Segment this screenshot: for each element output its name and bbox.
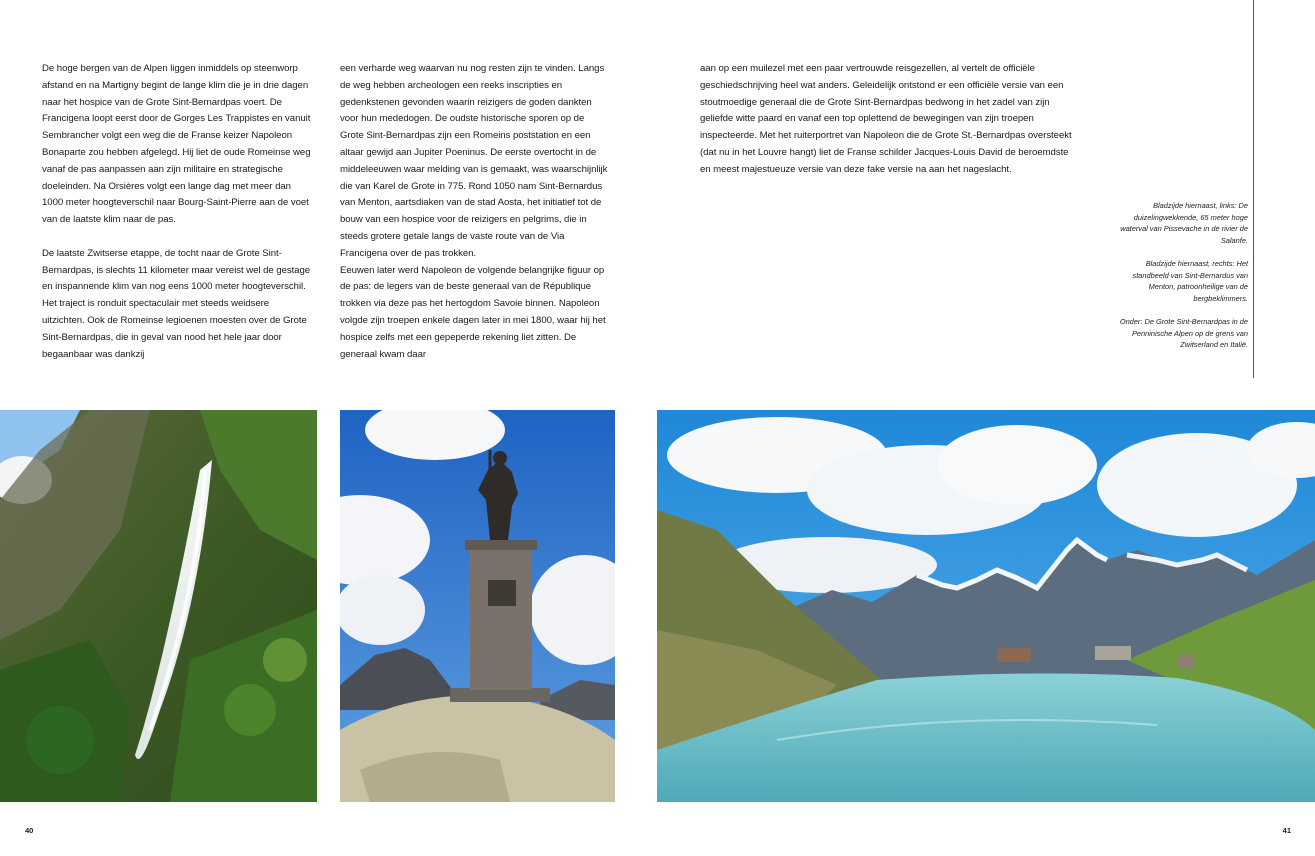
caption-waterfall: Bladzijde hiernaast, links: De duizelingwekkende, 65 meter hoge waterval van Pissevache in de rivier de Salanfe. [1120, 201, 1248, 245]
photo-lake [657, 410, 1315, 802]
column1-paragraph-1: De hoge bergen van de Alpen liggen inmiddels op steenworp afstand en na Martigny begint de lange klim die je in drie dagen naar het hospice van de Grote Sint-Bernardpas voert. De Francigena loopt eerst door de Gorges Les Trappistes en vanuit Sembrancher volgt een weg die de Franse keizer Napoleon Bonaparte zou hebben afgelegd. Hij liet de oude Romeinse weg vanaf de pas aanpassen aan zijn militaire en strategische doeleinden. Na Orsières volgt een lange dag met meer dan 1000 meter hoogteverschil naar Bourg-Saint-Pierre aan de voet van de laatste klim naar de pas. [42, 63, 311, 226]
vertical-rule [1253, 0, 1254, 378]
column1-paragraph-2: De laatste Zwitserse etappe, de tocht naar de Grote Sint-Bernardpas, is slechts 11 kilometer maar vereist wel de gestage en inspannende klim van nog eens 1000 meter hoogteverschil. Het traject is ronduit spectaculair met steeds weidsere uitzichten. Ook de Romeinse legioenen moesten over de Grote Sint-Bernardpas, die in geval van nood het hele jaar door begaanbaar was dankzij [42, 247, 311, 360]
column2-paragraph-1: een verharde weg waarvan nu nog resten zijn te vinden. Langs de weg hebben archeologen een reeks inscripties en gedenkstenen gevonden waarin reizigers de goden dankten voor hun mededogen. De oudste historische sporen op de Grote Sint-Bernardpas zijn een Romeins poststation en een altaar gewijd aan Jupiter Poeninus. De eerste overtocht in de middeleeuwen waar melding van is gemaakt, was waarschijnlijk die van Karel de Grote in 775. Rond 1050 nam Sint-Bernardus van Menton, aartsdiaken van de stad Aosta, het initiatief tot de bouw van een hospice voor de reizigers en pelgrims, die in steeds grotere getale langs de vaste route van de Via Francigena over de pas trokken. [340, 63, 608, 259]
caption-statue: Bladzijde hiernaast, rechts: Het standbeeld van Sint-Bernardus van Menton, patroonheilige van de bergbeklimmers. [1132, 258, 1248, 303]
photo-waterfall [0, 410, 317, 802]
column2-paragraph-2: Eeuwen later werd Napoleon de volgende belangrijke figuur op de pas: de legers van de beste generaal van de République trokken via deze pas het hertogdom Savoie binnen. Napoleon volgde zijn troepen enkele dagen later in mei 1800, waar hij het hospice zelfs met een gepeperde rekening liet zitten. De generaal kwam daar [340, 264, 606, 360]
text-column-2 [340, 61, 610, 363]
column3-paragraph-1: aan op een muilezel met een paar vertrouwde reisgezellen, al vertelt de officiële geschiedschrijving heel wat anders. Geleidelijk ontstond er een officiële versie van een stoutmoedige generaal die de Grote Sint-Bernardpas bedwong in het zadel van zijn geliefde witte paard en vanaf een top oplettend de bewegingen van zijn troepen inspecteerde. Met het ruiterportret van Napoleon die de Grote St.-Bernardpas oversteekt (dat nu in het Louvre hangt) liet de Franse schilder Jacques-Louis David de beroemdste en meest majestueuze versie van deze fake versie na aan het nageslacht. [700, 63, 1072, 175]
text-column-1 [42, 61, 314, 363]
caption-lake: Onder: De Grote Sint-Bernardpas in de Penninische Alpen op de grens van Zwitserland en Italië. [1119, 316, 1248, 350]
page-number-left: 40 [25, 826, 34, 835]
page-number-right: 41 [1282, 826, 1291, 835]
photo-statue [340, 410, 615, 802]
photo-captions [1110, 200, 1248, 362]
text-column-3 [700, 61, 1072, 179]
